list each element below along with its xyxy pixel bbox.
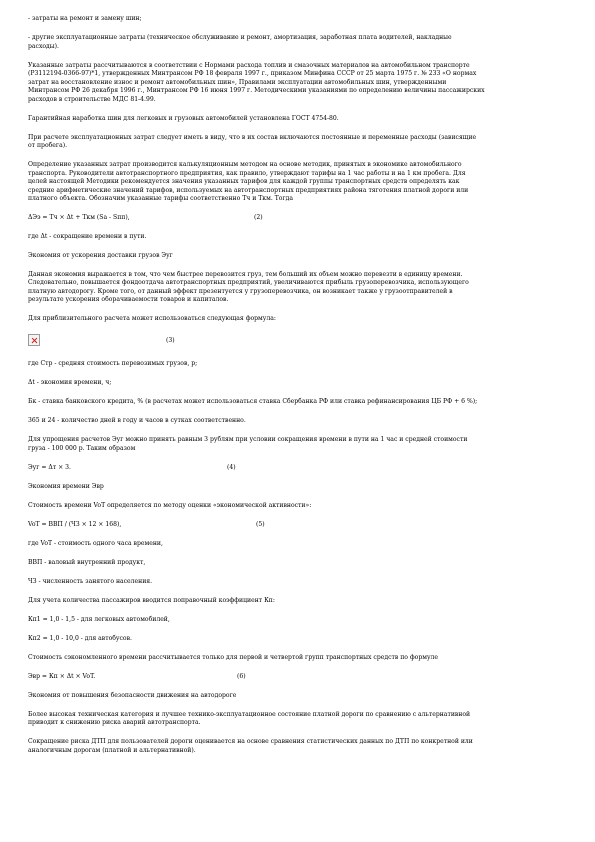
paragraph: Определение указанных затрат производится калькуляционным методом на основе методик, принятых в экономике автомобильного транспорта. Руководители автотранспортного предприятия, как правило, утверждают тарифы на 1 час работы и на 1 км пробега. Для целей настоящей Методики рекомендуется значения указанных тарифов для каждой группы транспортных средств определять как средние арифметические значений тарифов, используемых на автотранспортных предприятиях района тяготения платной дороги или платного объекта. Обозначим указанные тарифы соответственно Тч и Ткм. Тогда <box>28 161 469 202</box>
paragraph: где Δt - сокращение времени в пути. <box>28 232 147 240</box>
section-heading: Экономия от повышения безопасности движения на автодороге <box>28 691 237 699</box>
paragraph: При расчете эксплуатационных затрат следует иметь в виду, что в их состав включаются постоянные и переменные расходы (зависящие от пробега). <box>28 133 477 149</box>
formula-expression: Эуг = Δт × 3. <box>28 463 71 471</box>
paragraph: Кп1 = 1,0 - 1,5 - для легковых автомобилей, <box>28 615 170 623</box>
formula-4 <box>28 464 559 473</box>
paragraph: Более высокая техническая категория и лучшее технико-эксплуатационное состояние платной дороги по сравнению с альтернативной приводит к снижению риска аварий автотранспорта. <box>28 710 471 726</box>
paragraph: Для упрощения расчетов Эуг можно принять равным 3 рублям при условии сокращения времени в пути на 1 час и средней стоимости груза - 100 000 р. Таким образом <box>28 436 468 452</box>
paragraph: Для учета количества пассажиров вводится поправочный коэффициент Кп: <box>28 596 275 604</box>
paragraph: где Стр - средняя стоимость перевозимых грузов, р; <box>28 360 198 367</box>
paragraph: Данная экономия выражается в том, что чем быстрее перевозится груз, тем больший их объем можно перевезти в единицу времени. Следовательно, повышается фондоотдача автотранспортных предприятий, увеличиваются прибыль грузоперевозчика, использующего платную автодорогу. Кроме того, от данный эффект презентуется у грузоперевозчика, он возникает также у грузоотправителей в результате ускорения оборачиваемости товаров и капиталов. <box>28 270 469 303</box>
section-heading: Экономия от ускорения доставки грузов Эуг <box>28 251 173 259</box>
paragraph: - другие эксплуатационные затраты (техническое обслуживание и ремонт, амортизация, заработная плата водителей, накладные расходы). <box>28 34 452 50</box>
formula-number: (2) <box>254 213 263 221</box>
paragraph: - затраты на ремонт и замену шин; <box>28 15 142 22</box>
formula-2 <box>28 214 559 223</box>
formula-number: (3) <box>166 337 175 344</box>
paragraph: ВВП - валовый внутренний продукт, <box>28 558 146 566</box>
paragraph: ЧЗ - численность занятого населения. <box>28 577 153 585</box>
formula-expression: Эвр = Кп × Δt × VoT. <box>28 672 96 680</box>
formula-number: (4) <box>227 463 236 471</box>
formula-6 <box>28 673 559 682</box>
paragraph: Указанные затраты рассчитываются в соответствии с Нормами расхода топлив и смазочных материалов на автомобильном транспорте (Р3112194-0366-97)*1, утвержденных Минтрансом РФ 18 февраля 1997 г., приказом Минфина СССР от 25 марта 1975 г. № 2ЗЗ «О нормах затрат на восстановление износ и ремонт автомобильных шин», Правилами эксплуатации автомобильных шин, утвержденными Минтрансом РФ 26 декабря 1996 г., Минтрансом РФ 16 июня 1997 г. Методическими указаниями по определению величины пассажирских расходов в строительстве МДС 81-4.99. <box>28 61 485 103</box>
paragraph: Кп2 = 1,0 - 10,0 - для автобусов. <box>28 634 132 642</box>
formula-3 <box>28 334 559 348</box>
formula-number: (6) <box>237 672 246 680</box>
paragraph: Бк - ставка банковского кредита, % (в расчетах может использоваться ставка Сбербанка РФ или ставка рефинансирования ЦБ РФ + 6 %); <box>28 398 478 405</box>
paragraph: где VoT - стоимость одного часа времени, <box>28 539 163 547</box>
paragraph: Для приблизительного расчета может использоваться следующая формула: <box>28 315 276 322</box>
paragraph: Δt - экономия времени, ч; <box>28 379 112 386</box>
section-heading: Экономия времени Эвр <box>28 482 104 490</box>
paragraph: Стоимость времени VoT определяется по методу оценки «экономической активности»: <box>28 501 312 509</box>
paragraph: Стоимость сэкономленного времени рассчитывается только для первой и четвертой групп транспортных средств по формуле <box>28 653 439 661</box>
formula-5 <box>28 521 559 530</box>
broken-image-icon <box>28 334 40 346</box>
paragraph: Гарантийная наработка шин для легковых и грузовых автомобилей установлена ГОСТ 4754-80. <box>28 114 339 122</box>
formula-expression: ΔЭэ = Тч × Δt + Ткм (Sa - Sпп), <box>28 213 130 221</box>
paragraph: 365 и 24 - количество дней в году и часов в сутках соответственно. <box>28 417 246 424</box>
formula-number: (5) <box>256 520 265 528</box>
formula-expression: VoT = ВВП / (ЧЗ × 12 × 168), <box>28 520 122 528</box>
paragraph: Сокращение риска ДТП для пользователей дороги оценивается на основе сравнения статистических данных по ДТП по конкретной или аналогичным дорогам (платной и альтернативной). <box>28 738 473 754</box>
